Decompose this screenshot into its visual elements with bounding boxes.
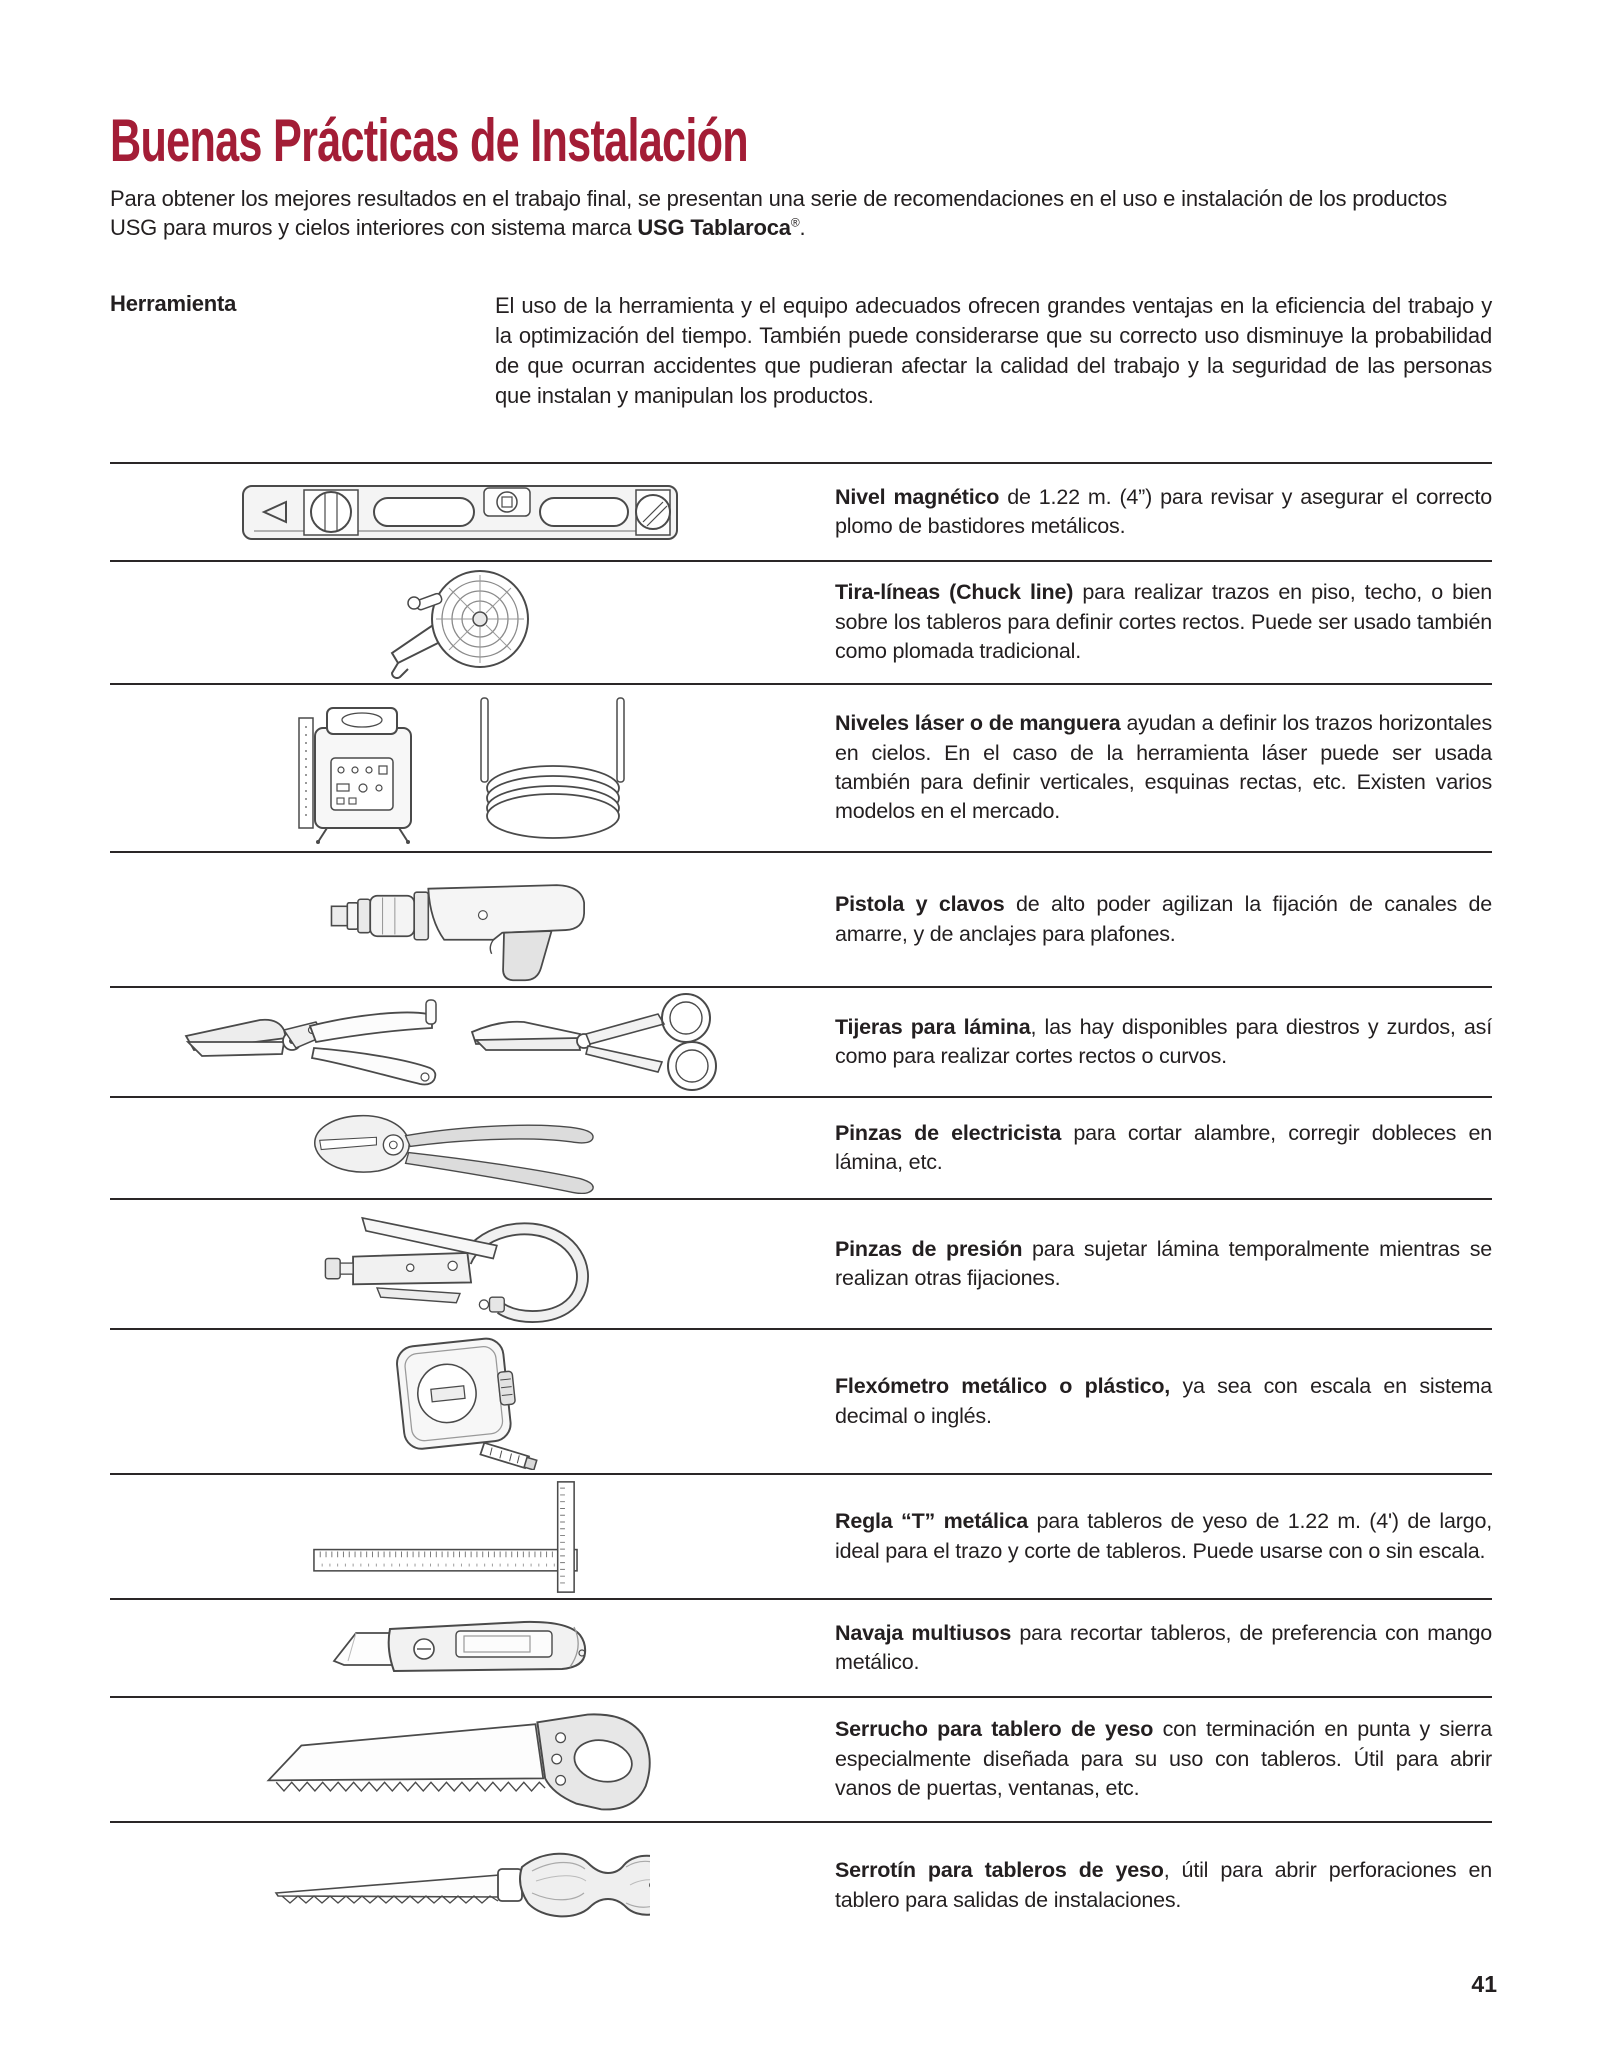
tool-row-serrucho xyxy=(110,1696,1492,1821)
herramienta-label: Herramienta xyxy=(110,291,237,316)
drywall-saw-icon xyxy=(250,1701,670,1819)
intro-text: Para obtener los mejores resultados en el trabajo final, se presentan una serie de recomendaciones en el uso e instalación de los productos USG para muros y cielos interiores con sistema marca xyxy=(110,186,1448,241)
laser-level-and-hose-icon xyxy=(285,692,635,844)
tool-description: Tijeras para lámina, las hay disponibles para diestros y zurdos, así como para realizar cortes rectos o curvos. xyxy=(835,1014,1492,1068)
tool-description: Serrotín para tableros de yeso, útil para abrir perforaciones en tablero para salidas de instalaciones. xyxy=(835,1858,1492,1912)
spirit-level-icon xyxy=(240,478,680,546)
tool-row-navaja-multiusos xyxy=(110,1598,1492,1696)
tool-name: Pinzas de electricista xyxy=(835,1120,1062,1145)
tool-row-niveles-laser xyxy=(110,683,1492,851)
tool-row-regla-t xyxy=(110,1473,1492,1598)
tool-description: Niveles láser o de manguera ayudan a definir los trazos horizontales en cielos. En el caso de la herramienta láser puede ser usada también para definir verticales, esquinas rectas, etc. Existen varios modelos en el mercado. xyxy=(835,711,1492,824)
tool-description: Navaja multiusos para recortar tableros, de preferencia con mango metálico. xyxy=(835,1620,1493,1674)
tool-description: Pinzas de presión para sujetar lámina temporalmente mientras se realizan otras fijaciones. xyxy=(835,1236,1492,1290)
tool-description: Nivel magnético de 1.22 m. (4”) para revisar y asegurar el correcto plomo de bastidores metálicos. xyxy=(835,484,1492,538)
tool-description: Serrucho para tablero de yeso con terminación en punta y sierra especialmente diseñada para su uso con tableros. Útil para abrir vanos de puertas, ventanas, etc. xyxy=(835,1717,1492,1801)
tape-measure-icon xyxy=(373,1334,548,1470)
tool-name: Pistola y clavos xyxy=(835,892,1005,917)
tool-row-flexometro xyxy=(110,1328,1492,1473)
tool-name: Flexómetro metálico o plástico, xyxy=(835,1374,1171,1399)
registered-mark: ® xyxy=(790,215,800,230)
tool-description: Regla “T” metálica para tableros de yeso de 1.22 m. (4') de largo, ideal para el trazo y corte de tableros. Puede usarse con o sin escala. xyxy=(835,1509,1492,1563)
locking-c-clamp-pliers-icon xyxy=(310,1205,610,1323)
chalk-line-icon xyxy=(368,567,553,679)
page-title: Buenas Prácticas de Instalación xyxy=(110,107,748,175)
tool-row-serrotin xyxy=(110,1821,1492,1948)
tool-description: Tira-líneas (Chuck line) para realizar trazos en piso, techo, o bien sobre los tableros para definir cortes rectos. Puede ser usado también como plomada tradicional. xyxy=(835,580,1492,664)
tool-name: Nivel magnético xyxy=(835,484,1000,509)
electrician-pliers-icon xyxy=(255,1102,665,1194)
tools-table xyxy=(110,462,1492,1948)
tin-snips-icon xyxy=(180,992,740,1092)
tool-name: Tijeras para lámina xyxy=(835,1014,1031,1039)
brand-name: USG Tablaroca xyxy=(637,215,791,241)
tool-row-nivel-magnetico xyxy=(110,462,1492,560)
page-number: 41 xyxy=(1471,1971,1497,1997)
tool-name: Pinzas de presión xyxy=(835,1236,1023,1261)
tool-row-tijeras-lamina xyxy=(110,986,1492,1096)
tool-description: Pistola y clavos de alto poder agilizan la fijación de canales de amarre, y de anclajes para plafones. xyxy=(835,892,1492,946)
tool-row-pinzas-electricista xyxy=(110,1096,1492,1198)
t-square-icon xyxy=(305,1478,615,1596)
tool-name: Serrucho para tablero de yeso xyxy=(835,1717,1154,1742)
tool-name: Niveles láser o de manguera xyxy=(835,711,1121,736)
tool-name: Regla “T” metálica xyxy=(835,1509,1029,1534)
intro-period: . xyxy=(799,215,806,241)
intro-paragraph xyxy=(110,184,1495,243)
tool-name: Tira-líneas (Chuck line) xyxy=(835,580,1074,605)
utility-knife-icon xyxy=(328,1609,593,1687)
tool-row-pinzas-presion xyxy=(110,1198,1492,1328)
herramienta-section xyxy=(110,291,1492,412)
tool-name: Serrotín para tableros de yeso xyxy=(835,1858,1164,1883)
tool-name: Navaja multiusos xyxy=(835,1620,1012,1645)
tool-row-tira-lineas xyxy=(110,560,1492,683)
herramienta-description: El uso de la herramienta y el equipo adecuados ofrecen grandes ventajas en la eficiencia del trabajo y la optimización del tiempo. También puede considerarse que su correcto uso disminuye la probabilidad de que ocurran accidentes que pudieran afectar la calidad del trabajo y la seguridad de las personas que instalan y manipulan los productos. xyxy=(495,293,1492,409)
tool-description: Flexómetro metálico o plástico, ya sea con escala en sistema decimal o inglés. xyxy=(835,1374,1493,1428)
powder-nail-gun-icon xyxy=(310,857,610,982)
jab-saw-icon xyxy=(270,1841,650,1931)
tool-row-pistola-clavos xyxy=(110,851,1492,986)
tool-description: Pinzas de electricista para cortar alambre, corregir dobleces en lámina, etc. xyxy=(835,1120,1492,1174)
